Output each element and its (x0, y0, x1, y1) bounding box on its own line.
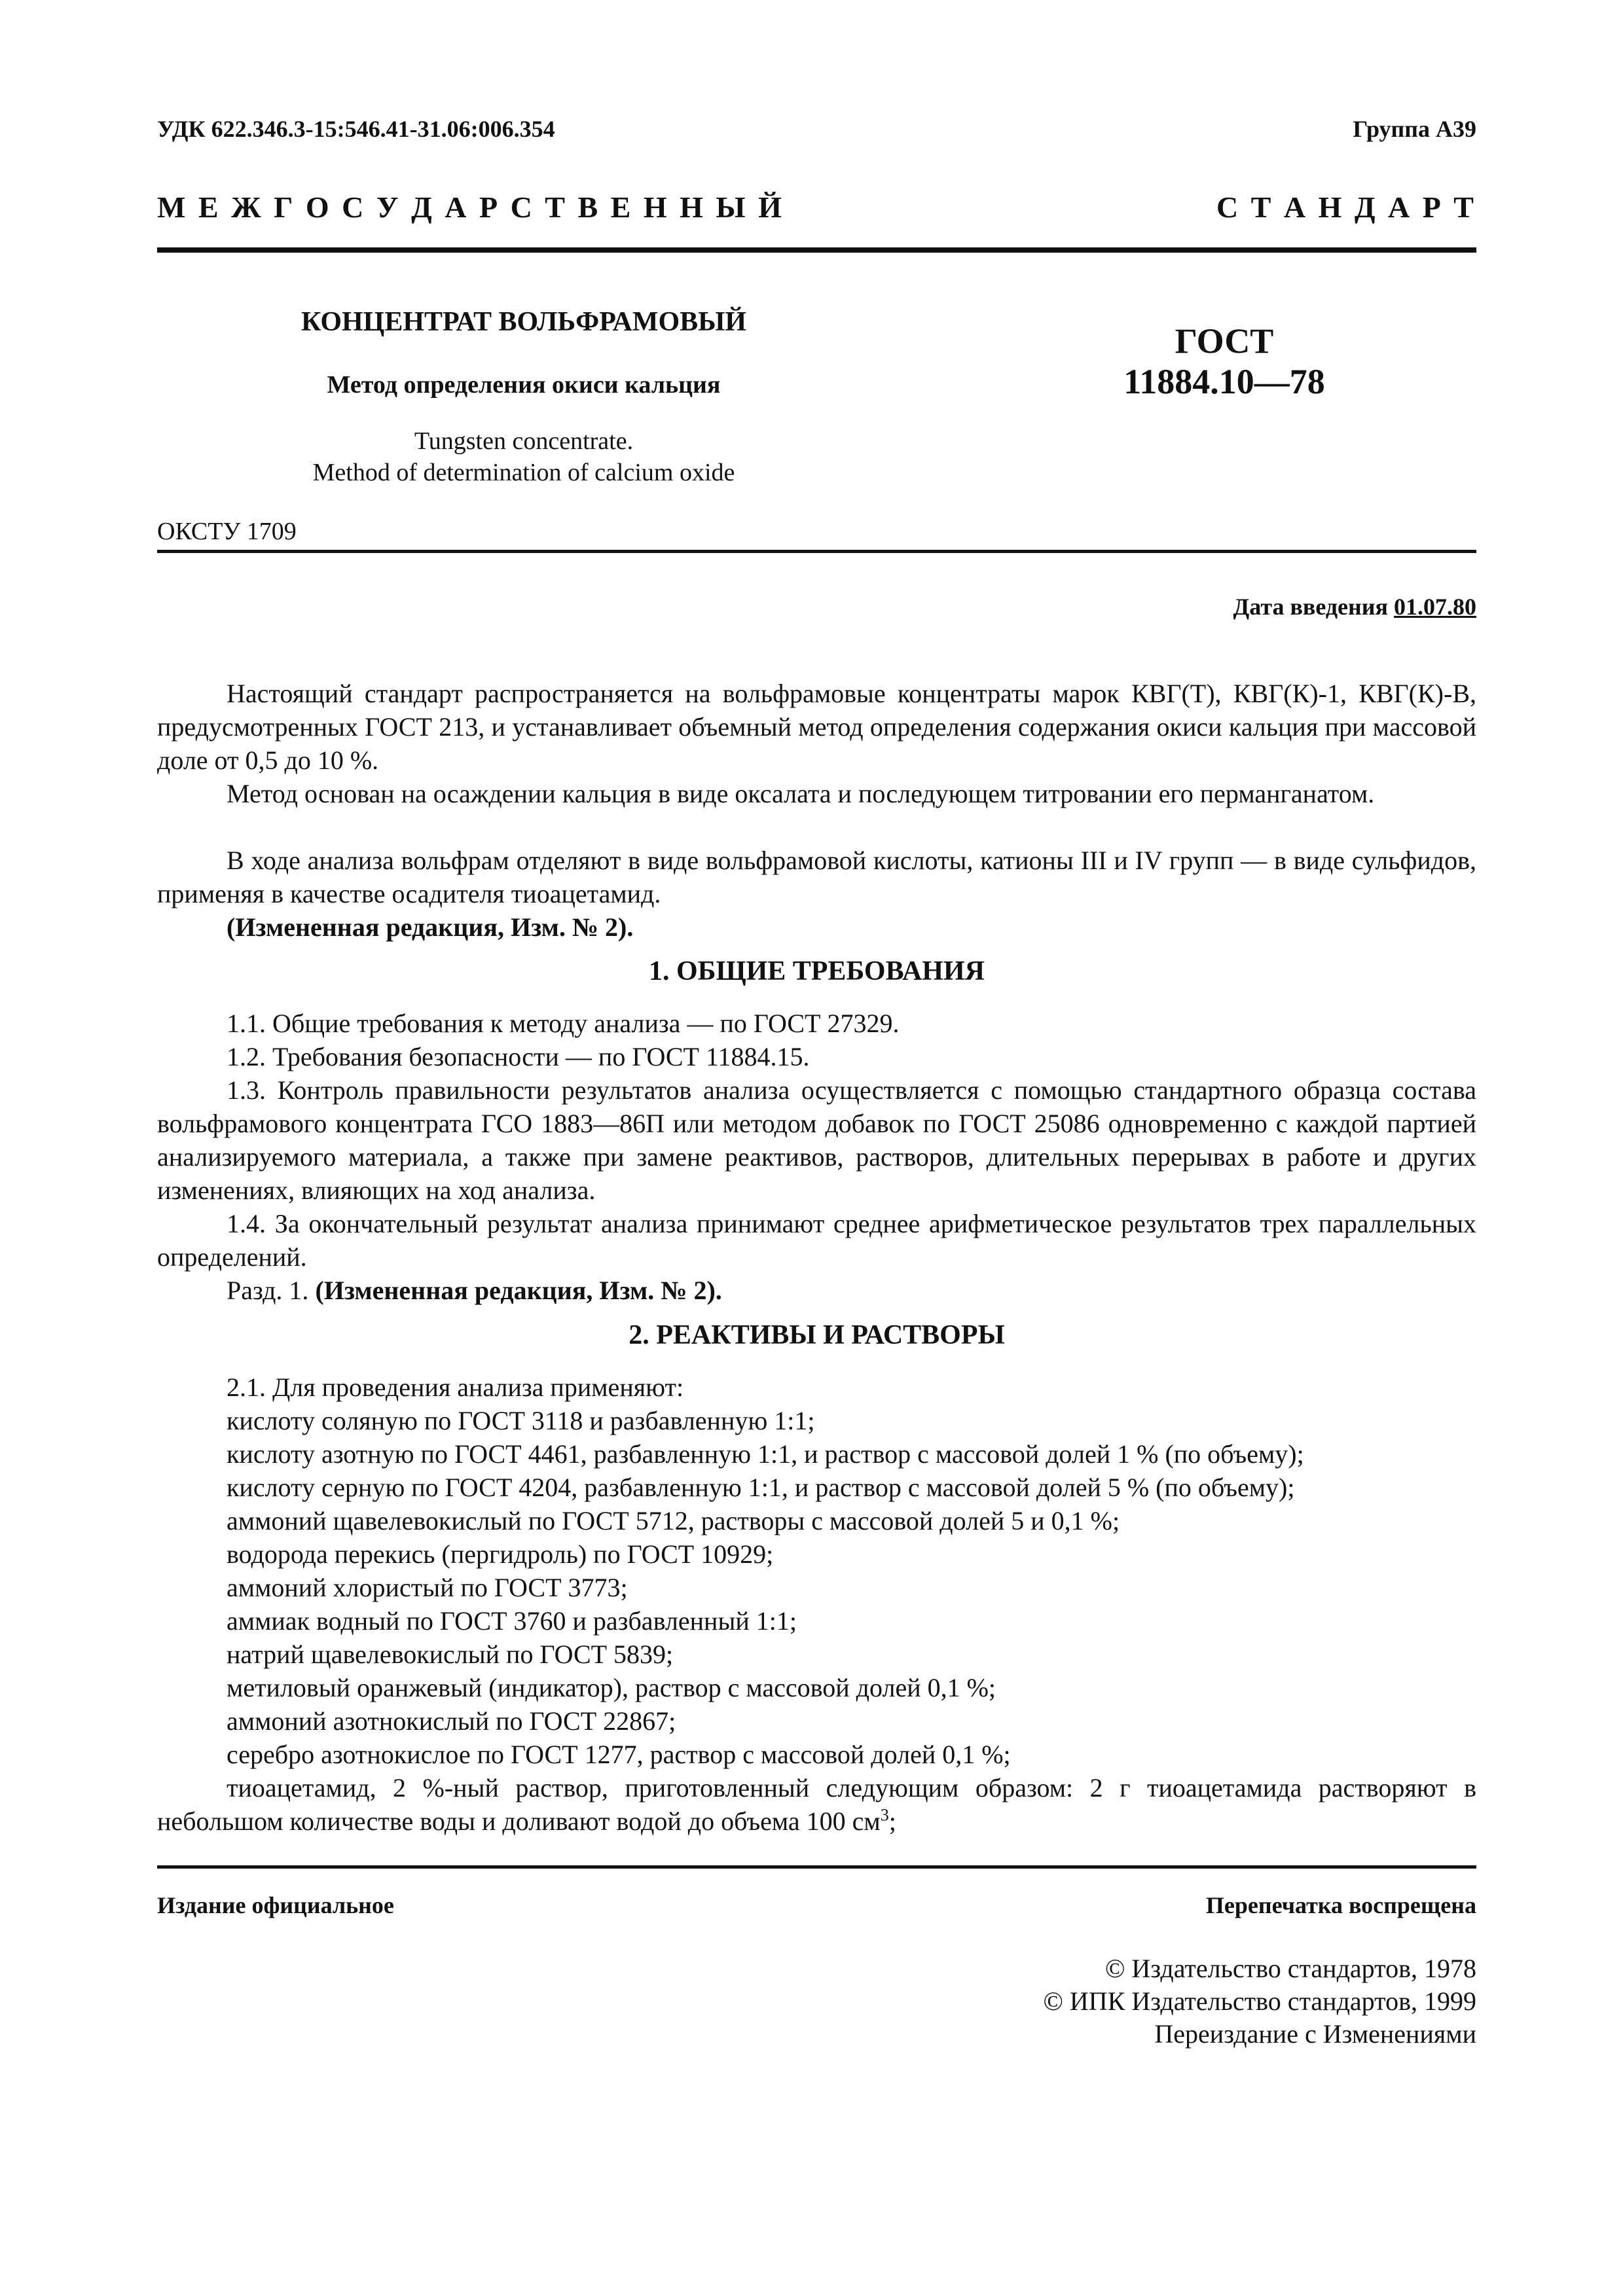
reagent-item: аммоний хлористый по ГОСТ 3773; (227, 1573, 628, 1602)
udk-code: УДК 622.346.3-15:546.41-31.06:006.354 (157, 116, 555, 142)
reissue-note: Переиздание с Изменениями (1154, 2019, 1476, 2049)
reagent-item: аммоний азотнокислый по ГОСТ 22867; (227, 1706, 676, 1736)
intro-paragraph-3: В ходе анализа вольфрам отделяют в виде вольфрамовой кислоты, катионы III и IV групп — в виде сульфидов, применяя в качестве осадителя тиоацетамид. (157, 846, 1476, 908)
english-title-line-1: Tungsten concentrate. (414, 427, 634, 455)
reagent-item: аммиак водный по ГОСТ 3760 и разбавленный 1:1; (227, 1606, 797, 1636)
clause-1-4: 1.4. За окончательный результат анализа принимают среднее арифметическое результатов трех параллельных определений. (157, 1209, 1476, 1272)
reagent-item: метиловый оранжевый (индикатор), раствор с массовой долей 0,1 %; (227, 1673, 996, 1702)
clause-1-3: 1.3. Контроль правильности результатов анализа осуществляется с помощью стандартного образца состава вольфрамового концентрата ГСО 1883—86П или методом добавок по ГОСТ 25086 одновременно с каждой партией анализируемого материала, а также при замене реактивов, растворов, длительных перерывах в работе и других изменениях, влияющих на ход анализа. (157, 1075, 1476, 1205)
official-edition: Издание официальное (157, 1892, 394, 1918)
reagent-item: аммоний щавелевокислый по ГОСТ 5712, растворы с массовой долей 5 и 0,1 %; (227, 1506, 1120, 1535)
thioacetamide-text: тиоацетамид, 2 %-ный раствор, приготовленный следующим образом: 2 г тиоацетамида растворяют в небольшом количестве воды и доливают водой до объема 100 см (157, 1773, 1476, 1836)
date-value: 01.07.80 (1394, 594, 1476, 620)
intro-paragraph-1: Настоящий стандарт распространяется на вольфрамовые концентраты марок КВГ(Т), КВГ(К)-1, КВГ(К)-В, предусмотренных ГОСТ 213, и устанавливает объемный метод определения содержания окиси кальция при массовой доле от 0,5 до 10 %. (157, 679, 1476, 775)
section-1-heading: 1. ОБЩИЕ ТРЕБОВАНИЯ (649, 956, 985, 986)
reagent-item: серебро азотнокислое по ГОСТ 1277, раствор с массовой долей 0,1 %; (227, 1740, 1011, 1769)
clause-1-1: 1.1. Общие требования к методу анализа — по ГОСТ 27329. (227, 1009, 900, 1038)
thioacetamide-tail: ; (888, 1806, 896, 1836)
footer-rule (157, 1865, 1476, 1869)
document-title: КОНЦЕНТРАТ ВОЛЬФРАМОВЫЙ (301, 307, 747, 337)
group-code: Группа А39 (1353, 116, 1476, 142)
clause-2-1: 2.1. Для проведения анализа применяют: (227, 1372, 684, 1402)
gost-label: ГОСТ (1175, 321, 1274, 361)
reagent-item: водорода перекись (пергидроль) по ГОСТ 10929; (227, 1539, 774, 1569)
banner-interstate: М Е Ж Г О С У Д А Р С Т В Е Н Н Ы Й (157, 190, 784, 224)
reagent-item-thioacetamide (157, 1771, 1476, 1838)
introduction-date (1233, 593, 1477, 620)
gost-number: 11884.10—78 (1123, 362, 1325, 401)
document-subtitle: Метод определения окиси кальция (327, 371, 721, 399)
title-rule (157, 550, 1476, 553)
reagent-item: кислоту азотную по ГОСТ 4461, разбавленную 1:1, и раствор с массовой долей 1 % (по объему); (227, 1439, 1304, 1469)
section-1-amendment (157, 1274, 1476, 1307)
banner-standard: С Т А Н Д А Р Т (1216, 190, 1476, 224)
section-2-heading: 2. РЕАКТИВЫ И РАСТВОРЫ (629, 1320, 1005, 1350)
okstu-code: ОКСТУ 1709 (157, 518, 297, 545)
intro-paragraph-2: Метод основан на осаждении кальция в виде оксалата и последующем титровании его перманганатом. (227, 779, 1375, 808)
english-title-line-2: Method of determination of calcium oxide (312, 459, 735, 486)
cubic-superscript: 3 (880, 1805, 889, 1825)
reagent-item: кислоту соляную по ГОСТ 3118 и разбавленную 1:1; (227, 1406, 815, 1435)
amendment-text: (Измененная редакция, Изм. № 2). (315, 1276, 722, 1305)
date-label: Дата введения (1233, 594, 1388, 620)
reagent-item: кислоту серную по ГОСТ 4204, разбавленную 1:1, и раствор с массовой долей 5 % (по объему); (227, 1473, 1295, 1502)
intro-amendment: (Измененная редакция, Изм. № 2). (227, 912, 634, 942)
amendment-prefix: Разд. 1. (227, 1276, 309, 1305)
reprint-prohibited: Перепечатка воспрещена (1205, 1892, 1476, 1918)
copyright-1978: © Издательство стандартов, 1978 (1104, 1954, 1476, 1983)
clause-1-2: 1.2. Требования безопасности — по ГОСТ 11884.15. (227, 1042, 810, 1071)
copyright-1999: © ИПК Издательство стандартов, 1999 (1043, 1986, 1476, 2016)
reagent-item: натрий щавелевокислый по ГОСТ 5839; (227, 1640, 674, 1669)
header-rule (157, 247, 1476, 253)
